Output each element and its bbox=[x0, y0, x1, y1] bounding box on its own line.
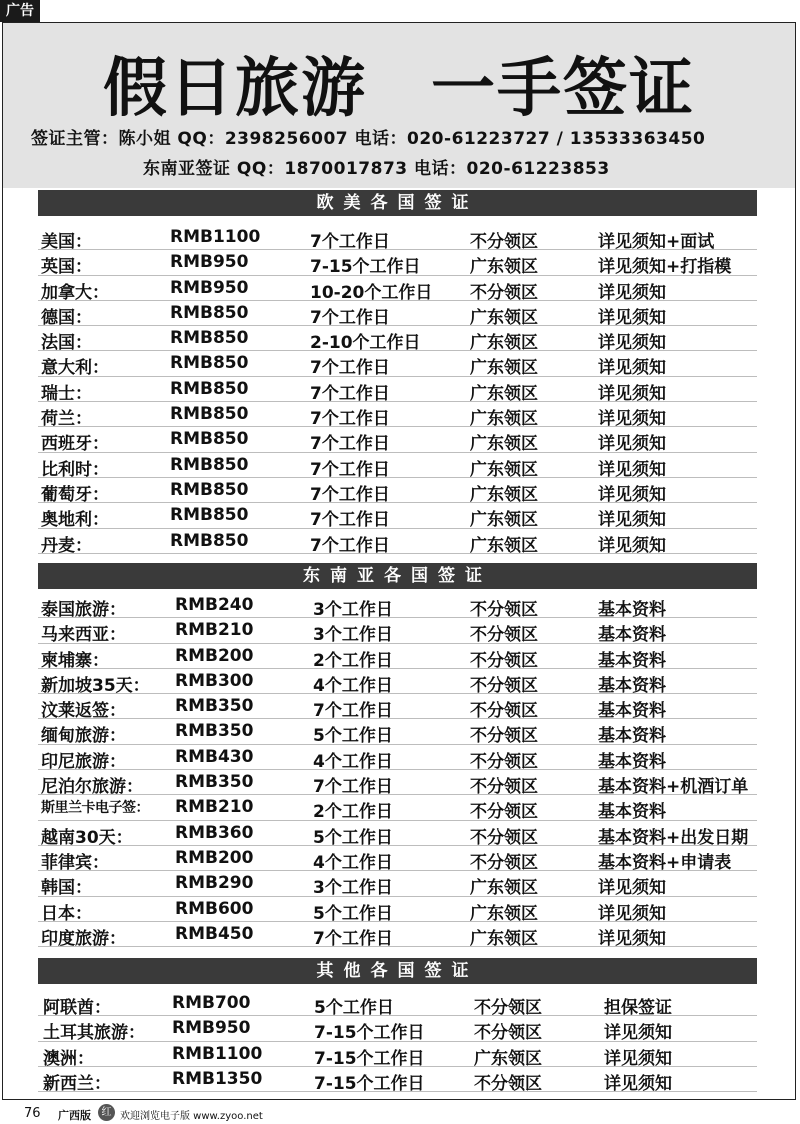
table-row bbox=[38, 694, 757, 722]
visa-notes: 详见须知 bbox=[598, 358, 666, 379]
table-row bbox=[38, 351, 757, 379]
contact-line-1: 签证主管：陈小姐 QQ：2398256007 电话：020-61223727 / 13533363450 bbox=[31, 129, 706, 149]
table-row bbox=[38, 991, 757, 1016]
country-name: 德国： bbox=[41, 307, 92, 328]
table-row bbox=[38, 453, 757, 478]
visa-price: RMB200 bbox=[175, 847, 254, 868]
processing-time: 3个工作日 bbox=[313, 878, 393, 899]
table-row bbox=[38, 1016, 757, 1044]
visa-notes: 详见须知 bbox=[598, 383, 666, 404]
country-name: 斯里兰卡电子签： bbox=[41, 800, 149, 817]
country-name: 印度旅游： bbox=[41, 928, 126, 949]
country-name: 美国： bbox=[41, 232, 92, 252]
visa-price: RMB200 bbox=[175, 645, 254, 666]
processing-time: 7-15个工作日 bbox=[310, 257, 421, 278]
consular-district: 广东领区 bbox=[470, 878, 538, 899]
visa-notes: 详见须知 bbox=[604, 1023, 672, 1044]
magazine-logo-icon: 红 bbox=[98, 1104, 115, 1121]
processing-time: 7个工作日 bbox=[310, 383, 390, 404]
processing-time: 3个工作日 bbox=[313, 625, 393, 646]
visa-notes: 详见须知 bbox=[598, 903, 666, 924]
processing-time: 5个工作日 bbox=[314, 998, 394, 1018]
visa-price: RMB360 bbox=[175, 822, 254, 843]
country-name: 土耳其旅游： bbox=[43, 1023, 145, 1044]
consular-district: 广东领区 bbox=[474, 1048, 542, 1069]
visa-notes: 详见须知 bbox=[598, 510, 666, 531]
visa-notes: 详见须知 bbox=[604, 1073, 672, 1094]
table-row bbox=[38, 593, 757, 618]
visa-price: RMB850 bbox=[170, 505, 249, 526]
table-row bbox=[38, 402, 757, 430]
consular-district: 不分领区 bbox=[470, 852, 538, 873]
visa-notes: 担保签证 bbox=[604, 998, 672, 1018]
country-name: 丹麦： bbox=[41, 535, 92, 556]
table-row bbox=[38, 503, 757, 531]
table-row bbox=[38, 326, 757, 354]
consular-district: 广东领区 bbox=[470, 257, 538, 278]
visa-price: RMB600 bbox=[175, 898, 254, 919]
browse-link-text: 欢迎浏览电子版 www.zyoo.net bbox=[120, 1111, 263, 1122]
visa-price: RMB350 bbox=[175, 772, 254, 793]
processing-time: 4个工作日 bbox=[313, 852, 393, 873]
visa-price: RMB430 bbox=[175, 746, 254, 767]
consular-district: 不分领区 bbox=[470, 625, 538, 646]
consular-district: 广东领区 bbox=[470, 307, 538, 328]
consular-district: 不分领区 bbox=[470, 232, 538, 252]
page-number: 76 bbox=[24, 1106, 41, 1121]
visa-notes: 详见须知 bbox=[598, 878, 666, 899]
consular-district: 不分领区 bbox=[470, 777, 538, 798]
consular-district: 不分领区 bbox=[470, 802, 538, 823]
visa-price: RMB350 bbox=[175, 696, 254, 717]
processing-time: 5个工作日 bbox=[313, 827, 393, 848]
processing-time: 3个工作日 bbox=[313, 600, 393, 620]
visa-list-europe-america bbox=[38, 225, 757, 554]
country-name: 泰国旅游： bbox=[41, 600, 126, 620]
country-name: 西班牙： bbox=[41, 434, 109, 455]
visa-price: RMB850 bbox=[170, 302, 249, 323]
consular-district: 广东领区 bbox=[470, 903, 538, 924]
visa-notes: 详见须知 bbox=[598, 282, 666, 303]
consular-district: 广东领区 bbox=[470, 409, 538, 430]
table-row bbox=[38, 478, 757, 503]
country-name: 尼泊尔旅游： bbox=[41, 777, 143, 798]
visa-price: RMB850 bbox=[170, 530, 249, 551]
visa-notes: 基本资料 bbox=[598, 625, 666, 646]
visa-notes: 详见须知 bbox=[604, 1048, 672, 1069]
visa-price: RMB850 bbox=[170, 378, 249, 399]
ad-label: 广告 bbox=[0, 0, 40, 22]
visa-price: RMB950 bbox=[172, 1018, 251, 1039]
table-row bbox=[38, 377, 757, 402]
visa-price: RMB210 bbox=[175, 797, 254, 818]
processing-time: 7个工作日 bbox=[310, 459, 390, 480]
country-name: 缅甸旅游： bbox=[41, 726, 126, 747]
visa-price: RMB850 bbox=[170, 404, 249, 425]
processing-time: 7个工作日 bbox=[310, 434, 390, 455]
section-title-southeast-asia: 东南亚各国签证 bbox=[38, 563, 757, 589]
table-row bbox=[38, 821, 757, 846]
table-row bbox=[38, 529, 757, 554]
table-row bbox=[38, 922, 757, 947]
processing-time: 2个工作日 bbox=[313, 802, 393, 823]
country-name: 柬埔寨： bbox=[41, 650, 109, 671]
processing-time: 10-20个工作日 bbox=[310, 282, 433, 303]
visa-notes: 基本资料 bbox=[598, 675, 666, 696]
visa-notes: 详见须知 bbox=[598, 484, 666, 505]
table-row bbox=[38, 795, 757, 823]
table-row bbox=[38, 225, 757, 250]
processing-time: 2-10个工作日 bbox=[310, 333, 421, 354]
section-title-europe-america: 欧美各国签证 bbox=[38, 190, 757, 216]
consular-district: 不分领区 bbox=[470, 650, 538, 671]
visa-notes: 详见须知 bbox=[598, 434, 666, 455]
visa-notes: 基本资料 bbox=[598, 726, 666, 747]
processing-time: 7个工作日 bbox=[310, 307, 390, 328]
consular-district: 不分领区 bbox=[474, 998, 542, 1018]
visa-notes: 基本资料 bbox=[598, 701, 666, 722]
visa-list-other bbox=[38, 991, 757, 1092]
consular-district: 广东领区 bbox=[470, 484, 538, 505]
country-name: 汶莱返签： bbox=[41, 701, 126, 722]
advertisement-frame bbox=[2, 22, 796, 1100]
table-row bbox=[38, 427, 757, 455]
page-footer bbox=[0, 1102, 800, 1124]
visa-price: RMB240 bbox=[175, 595, 254, 615]
visa-notes: 详见须知 bbox=[598, 928, 666, 949]
consular-district: 广东领区 bbox=[470, 383, 538, 404]
headline-part1: 假日旅游 bbox=[103, 52, 367, 126]
visa-price: RMB950 bbox=[170, 252, 249, 273]
processing-time: 2个工作日 bbox=[313, 650, 393, 671]
visa-price: RMB850 bbox=[170, 454, 249, 475]
processing-time: 7个工作日 bbox=[310, 232, 390, 252]
visa-price: RMB700 bbox=[172, 993, 251, 1013]
table-row bbox=[38, 846, 757, 871]
consular-district: 不分领区 bbox=[470, 600, 538, 620]
visa-notes: 基本资料+申请表 bbox=[598, 852, 732, 873]
visa-notes: 基本资料 bbox=[598, 802, 666, 823]
visa-price: RMB210 bbox=[175, 620, 254, 641]
country-name: 澳洲： bbox=[43, 1048, 94, 1069]
consular-district: 不分领区 bbox=[470, 726, 538, 747]
table-row bbox=[38, 276, 757, 301]
consular-district: 不分领区 bbox=[470, 751, 538, 772]
country-name: 新西兰： bbox=[43, 1073, 111, 1094]
consular-district: 广东领区 bbox=[470, 535, 538, 556]
country-name: 印尼旅游： bbox=[41, 751, 126, 772]
country-name: 葡萄牙： bbox=[41, 484, 109, 505]
country-name: 英国： bbox=[41, 257, 92, 278]
consular-district: 广东领区 bbox=[470, 459, 538, 480]
table-row bbox=[38, 644, 757, 669]
consular-district: 广东领区 bbox=[470, 510, 538, 531]
country-name: 荷兰： bbox=[41, 409, 92, 430]
visa-notes: 基本资料 bbox=[598, 600, 666, 620]
table-row bbox=[38, 250, 757, 278]
edition-label: 广西版 bbox=[58, 1109, 91, 1122]
country-name: 加拿大： bbox=[41, 282, 109, 303]
consular-district: 不分领区 bbox=[470, 282, 538, 303]
processing-time: 7个工作日 bbox=[310, 484, 390, 505]
visa-notes: 详见须知 bbox=[598, 459, 666, 480]
country-name: 越南30天： bbox=[41, 827, 133, 848]
processing-time: 7个工作日 bbox=[310, 358, 390, 379]
headline-part2: 一手签证 bbox=[431, 52, 695, 126]
visa-price: RMB850 bbox=[170, 328, 249, 349]
visa-list-southeast-asia bbox=[38, 593, 757, 947]
country-name: 日本： bbox=[41, 903, 92, 924]
visa-price: RMB1100 bbox=[170, 227, 261, 247]
processing-time: 7-15个工作日 bbox=[314, 1073, 425, 1094]
processing-time: 5个工作日 bbox=[313, 726, 393, 747]
country-name: 阿联酋： bbox=[43, 998, 111, 1018]
visa-price: RMB850 bbox=[170, 429, 249, 450]
visa-price: RMB450 bbox=[175, 923, 254, 944]
processing-time: 4个工作日 bbox=[313, 675, 393, 696]
contact-line-2: 东南亚签证 QQ：1870017873 电话：020-61223853 bbox=[143, 159, 610, 179]
table-row bbox=[38, 719, 757, 747]
country-name: 意大利： bbox=[41, 358, 109, 379]
processing-time: 7个工作日 bbox=[310, 535, 390, 556]
processing-time: 7-15个工作日 bbox=[314, 1048, 425, 1069]
country-name: 比利时： bbox=[41, 459, 109, 480]
processing-time: 7个工作日 bbox=[313, 928, 393, 949]
country-name: 瑞士： bbox=[41, 383, 92, 404]
table-row bbox=[38, 1042, 757, 1067]
table-row bbox=[38, 301, 757, 326]
visa-notes: 基本资料+出发日期 bbox=[598, 827, 749, 848]
consular-district: 广东领区 bbox=[470, 358, 538, 379]
visa-notes: 基本资料 bbox=[598, 650, 666, 671]
table-row bbox=[38, 1067, 757, 1092]
consular-district: 不分领区 bbox=[474, 1023, 542, 1044]
processing-time: 7个工作日 bbox=[313, 777, 393, 798]
visa-price: RMB950 bbox=[170, 277, 249, 298]
visa-price: RMB300 bbox=[175, 670, 254, 691]
visa-notes: 详见须知 bbox=[598, 307, 666, 328]
table-row bbox=[38, 871, 757, 899]
visa-notes: 详见须知+打指模 bbox=[598, 257, 732, 278]
processing-time: 7-15个工作日 bbox=[314, 1023, 425, 1044]
visa-price: RMB350 bbox=[175, 721, 254, 742]
country-name: 法国： bbox=[41, 333, 92, 354]
table-row bbox=[38, 770, 757, 798]
country-name: 菲律宾： bbox=[41, 852, 109, 873]
visa-notes: 基本资料+机酒订单 bbox=[598, 777, 749, 798]
visa-price: RMB1100 bbox=[172, 1043, 263, 1064]
visa-notes: 详见须知 bbox=[598, 535, 666, 556]
processing-time: 7个工作日 bbox=[310, 510, 390, 531]
visa-notes: 基本资料 bbox=[598, 751, 666, 772]
processing-time: 7个工作日 bbox=[310, 409, 390, 430]
consular-district: 广东领区 bbox=[470, 434, 538, 455]
visa-price: RMB1350 bbox=[172, 1068, 263, 1089]
table-row bbox=[38, 618, 757, 646]
consular-district: 广东领区 bbox=[470, 928, 538, 949]
visa-price: RMB850 bbox=[170, 353, 249, 374]
header-panel bbox=[3, 23, 795, 188]
processing-time: 4个工作日 bbox=[313, 751, 393, 772]
processing-time: 7个工作日 bbox=[313, 701, 393, 722]
country-name: 奥地利： bbox=[41, 510, 109, 531]
country-name: 新加坡35天： bbox=[41, 675, 150, 696]
consular-district: 广东领区 bbox=[470, 333, 538, 354]
section-title-other: 其他各国签证 bbox=[38, 958, 757, 984]
consular-district: 不分领区 bbox=[470, 827, 538, 848]
consular-district: 不分领区 bbox=[474, 1073, 542, 1094]
visa-price: RMB850 bbox=[170, 479, 249, 500]
table-row bbox=[38, 745, 757, 770]
consular-district: 不分领区 bbox=[470, 675, 538, 696]
visa-notes: 详见须知+面试 bbox=[598, 232, 715, 252]
visa-notes: 详见须知 bbox=[598, 409, 666, 430]
table-row bbox=[38, 669, 757, 694]
country-name: 马来西亚： bbox=[41, 625, 126, 646]
visa-price: RMB290 bbox=[175, 873, 254, 894]
visa-notes: 详见须知 bbox=[598, 333, 666, 354]
consular-district: 不分领区 bbox=[470, 701, 538, 722]
table-row bbox=[38, 897, 757, 922]
headline bbox=[3, 37, 795, 129]
processing-time: 5个工作日 bbox=[313, 903, 393, 924]
country-name: 韩国： bbox=[41, 878, 92, 899]
